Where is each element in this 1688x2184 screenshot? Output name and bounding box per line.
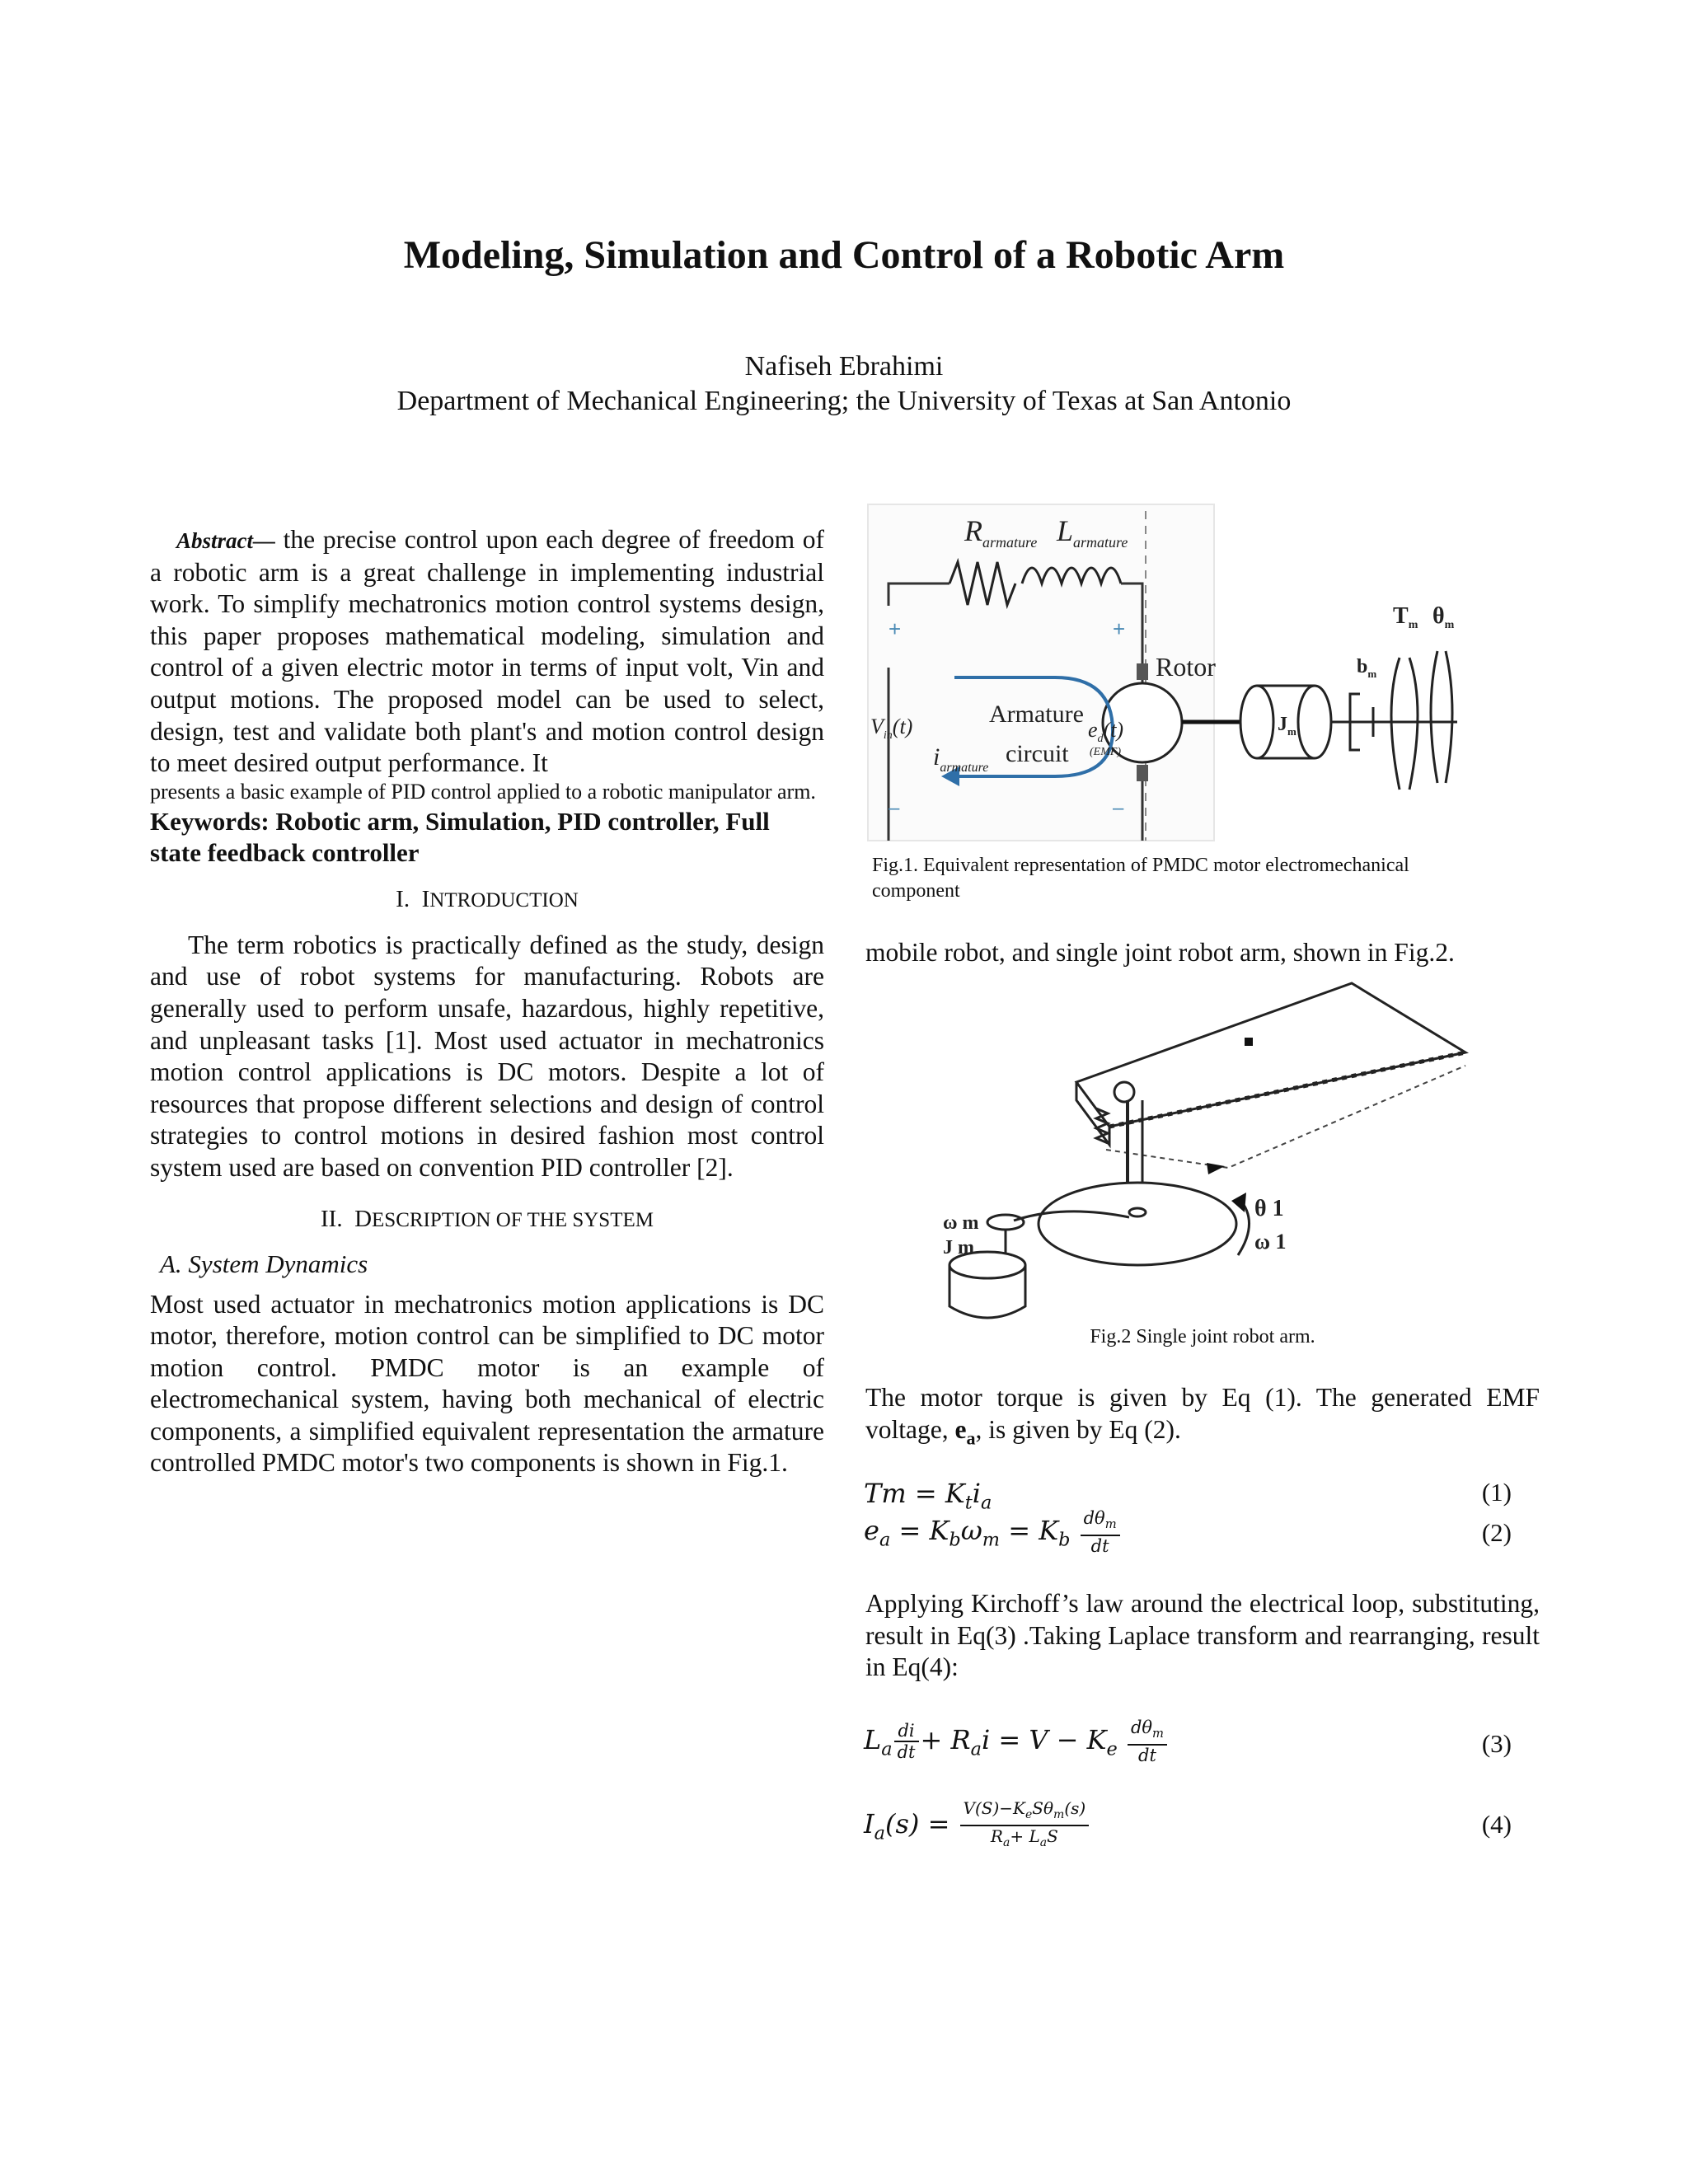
arm-joint-hole [1114,1082,1134,1102]
minus-sign-left: – [889,797,900,819]
left-column [150,524,824,1479]
abstract-label: Abstract— [176,528,276,553]
brush-top [1137,663,1148,680]
author-affiliation: Department of Mechanical Engineering; the University of Texas at San Antonio [396,386,1292,416]
armature-label: Armature [989,701,1084,728]
equation-3-body: $L_a$ $\frac{di}{dt}$ + $R_ai = V - K_e$ $\frac{d\theta_m}{dt}$ [864,1724,1169,1755]
torque-arrow-arc-2 [1409,658,1418,790]
plus-sign-left: + [889,616,902,641]
torque-arrow-arc [1391,658,1400,790]
section-title-initial: I [421,885,430,912]
base-hub [1129,1208,1146,1216]
section-number: I. [396,885,410,912]
equation-4-body: $I_a(s)$ = $\frac{V(S)-K_eS\theta_m(s)}{R_a+ L_aS}$ [864,1808,1090,1840]
torque-text: The motor torque is given by Eq (1). The generated EMF voltage, [865,1383,1540,1444]
introduction-paragraph: The term robotics is practically defined as the study, design and use of robot systems for manufacturing. Robots are generally used to perform unsafe, hazardous, highly repetitive, and unpleasant tasks [1]. Most used actuator in mechatronics motion control applications is DC motors. Despite a lot of resources that propose different selections and design of control strategies to control motions in desired fashion most control system used are based on convention PID controller [2]. [150,930,824,1182]
motor-inertia-label: J m [943,1237,974,1258]
joint-speed-label: ω 1 [1254,1230,1287,1254]
ea-symbol: $e_a$ [954,1414,976,1448]
paper-title: Modeling, Simulation and Control of a Robotic Arm [403,233,1285,277]
figure-1-caption: Fig.1. Equivalent representation of PMDC motor electromechanical component [872,855,1409,902]
motion-arrow-head [1207,1163,1225,1174]
emf-note: (EMF) [1090,746,1122,758]
inertia-disk-left [1240,686,1273,758]
equation-3 [864,1718,1512,1765]
equation-1-number: (1) [1481,1478,1512,1507]
inertia-label: $J_m$ [1278,714,1296,738]
torque-paragraph [865,1382,1540,1454]
abstract-text: the precise control upon each degree of freedom of a robotic arm is a great challenge in implementing industrial work. To simplify mechatronics motion control systems design, this paper proposes mathematical modeling, simulation and control of a given electric motor in terms of input volt, Vin and output motions. The proposed model can be used to select, design, test and validate both plant's and motion control design to meet desired output performance. It [150,525,824,778]
section-heading-introduction [150,886,824,913]
section-title: NTRODUCTION [429,888,579,912]
abstract-text-small: presents a basic example of PID control applied to a robotic manipulator arm. [150,779,816,804]
figure-1-motor-diagram [865,503,1474,845]
equation-3-number: (3) [1481,1729,1512,1758]
current-label: $i_{armature}$ [933,743,989,775]
rotor-label: Rotor [1156,652,1216,682]
section-heading-description [150,1206,824,1233]
equation-4 [864,1798,1512,1853]
inertia-disk-right [1298,686,1331,758]
author-name: Nafiseh Ebrahimi [744,351,944,382]
figure-2-caption: Fig.2 Single joint robot arm. [1090,1326,1315,1347]
joint-angle-label: θ 1 [1254,1196,1284,1221]
motor-speed-label: ω m [943,1212,979,1234]
inductor-label: $L_{armature}$ [1057,514,1128,551]
subsection-heading: A. System Dynamics [160,1249,368,1278]
arm-marker [1245,1038,1253,1046]
theta-arrow-arc-2 [1446,651,1452,783]
minus-sign-right: – [1113,797,1124,819]
system-dynamics-paragraph: Most used actuator in mechatronics motion applications is DC motor, therefore, motion control can be simplified to DC motor motion control. PMDC motor is an example of electromechanical system, having both mechanical of electric components, a simplified equivalent representation the armature controlled PMDC motor's two components is shown in Fig.1. [150,1289,824,1478]
theta-arrow-arc [1431,651,1437,783]
brush-bottom [1137,765,1148,781]
emf-label: $e_d(t)$ [1088,718,1124,745]
equation-4-number: (4) [1481,1810,1512,1839]
section-title: ESCRIPTION OF THE SYSTEM [372,1208,654,1231]
plus-sign-right: + [1113,616,1126,641]
kirchoff-paragraph: Applying Kirchoff’s law around the electrical loop, substituting, result in Eq(3) .Taking Laplace transform and rearranging, result in Eq(4): [865,1589,1540,1682]
motor-pulley [987,1215,1024,1230]
keywords: Keywords: Robotic arm, Simulation, PID controller, Full state feedback controller [150,806,770,868]
equation-2 [864,1508,1512,1556]
vin-label: $V_{in}(t)$ [870,715,913,742]
base-disk [1039,1183,1236,1265]
abstract-paragraph [150,524,824,780]
torque-text-end: , is given by Eq (2). [975,1414,1181,1444]
section-number: II. [321,1205,343,1232]
section-title-initial: D [354,1205,373,1232]
equation-2-body: $e_a = K_b\omega_m = K_b$ $\frac{d\theta_m}{dt}$ [864,1515,1122,1546]
equation-2-number: (2) [1481,1518,1512,1547]
damping-label: $b_m$ [1357,656,1377,680]
figure-2-robot-arm [931,977,1475,1323]
theta-label: $\theta_m$ [1432,603,1455,631]
circuit-label: circuit [1006,740,1069,767]
robot-arm-link [1076,983,1465,1127]
right-column-continuation: mobile robot, and single joint robot arm, shown in Fig.2. [865,938,1455,967]
resistor-label: $R_{armature}$ [964,514,1038,551]
torque-label: $T_m$ [1393,603,1418,631]
rotation-arrow-head [1231,1193,1246,1212]
equation-1-body: $Tm = K_ti_a$ [864,1478,992,1514]
